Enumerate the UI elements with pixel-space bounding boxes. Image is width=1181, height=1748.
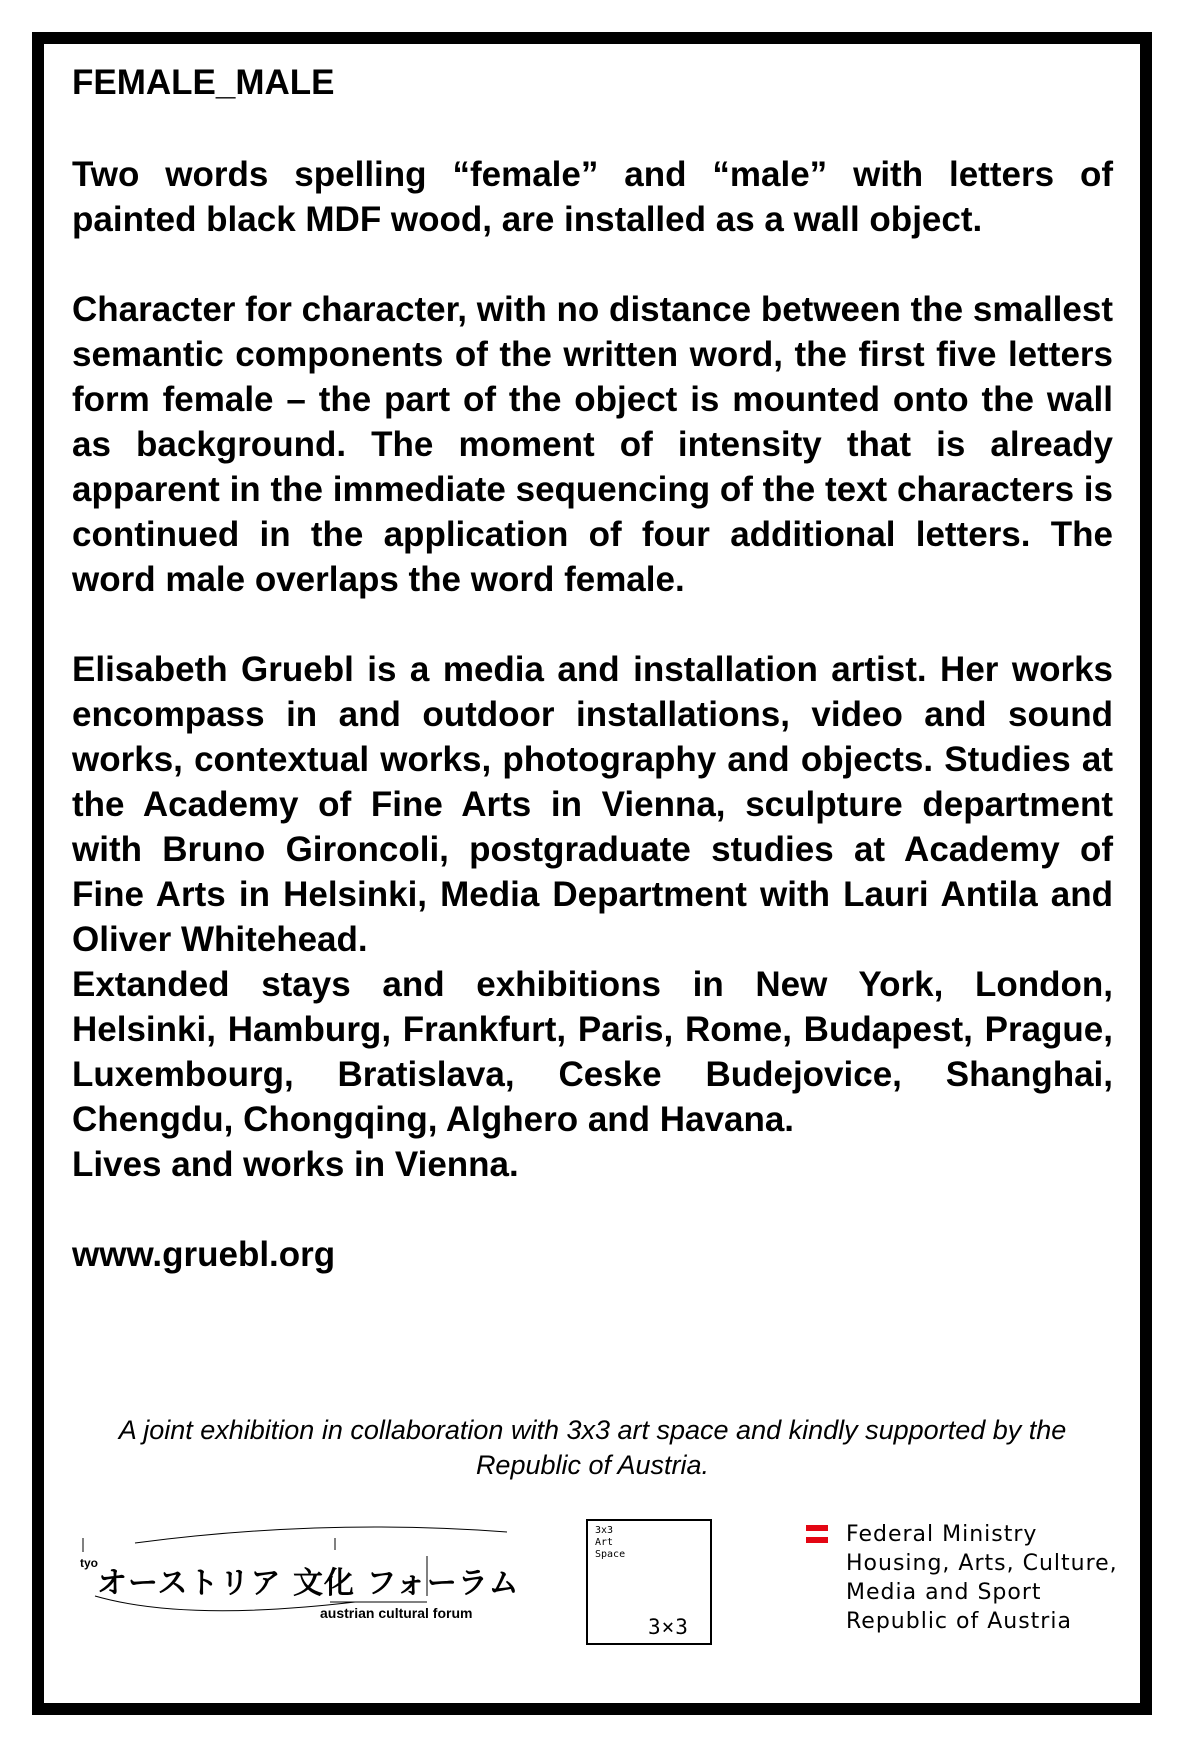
- acf-english-name: austrian cultural forum: [320, 1605, 473, 1621]
- art-space-small-text: 3x3 Art Space: [595, 1525, 626, 1560]
- acf-prefix: tyo: [80, 1556, 98, 1570]
- document-title: FEMALE_MALE: [72, 63, 335, 102]
- austrian-cultural-forum-logo: [75, 1518, 520, 1621]
- art-space-big-text: 3×3: [648, 1615, 689, 1639]
- paragraph-description: Two words spelling “female” and “male” with letters of painted black MDF wood, are installed as a wall object.: [72, 155, 1113, 239]
- art-space-logo: [586, 1519, 712, 1645]
- joint-exhibition-note: A joint exhibition in collaboration with 3x3 art space and kindly supported by the Republic of Austria.: [118, 1415, 1067, 1480]
- ministry-line: Media and Sport: [846, 1580, 1042, 1605]
- paragraph-concept: Character for character, with no distance between the smallest semantic components of the written word, the first five letters form female – the part of the object is mounted onto the wall as background. The moment of intensity that is already apparent in the immediate sequencing of the text characters is continued in the application of four additional letters. The word male overlaps the word female.: [72, 290, 1113, 599]
- acf-japanese-name: オーストリア 文化 フォーラム: [97, 1566, 520, 1601]
- document-body: [72, 62, 1113, 1277]
- artist-website-link[interactable]: www.gruebl.org: [72, 1235, 336, 1274]
- ministry-line: Housing, Arts, Culture,: [846, 1551, 1118, 1576]
- paragraph-exhibitions: Extanded stays and exhibitions in New York, London, Helsinki, Hamburg, Frankfurt, Paris, Rome, Budapest, Prague, Luxembourg, Bratislava, Ceske Budejovice, Shanghai, Chengdu, Chongqing, Alghero and Havana.: [72, 965, 1113, 1139]
- ministry-line: Republic of Austria: [846, 1609, 1072, 1634]
- austria-flag-icon: [806, 1525, 828, 1543]
- ministry-line: Federal Ministry: [846, 1522, 1038, 1547]
- paragraph-residence: Lives and works in Vienna.: [72, 1145, 519, 1184]
- federal-ministry-logo: [846, 1520, 1118, 1636]
- flag-stripe-bottom: [806, 1537, 828, 1543]
- paragraph-biography: Elisabeth Gruebl is a media and installation artist. Her works encompass in and outdoor installations, video and sound works, contextual works, photography and objects. Studies at the Academy of Fine Arts in Vienna, sculpture department with Bruno Gironcoli, postgraduate studies at Academy of Fine Arts in Helsinki, Media Department with Lauri Antila and Oliver Whitehead.: [72, 650, 1113, 959]
